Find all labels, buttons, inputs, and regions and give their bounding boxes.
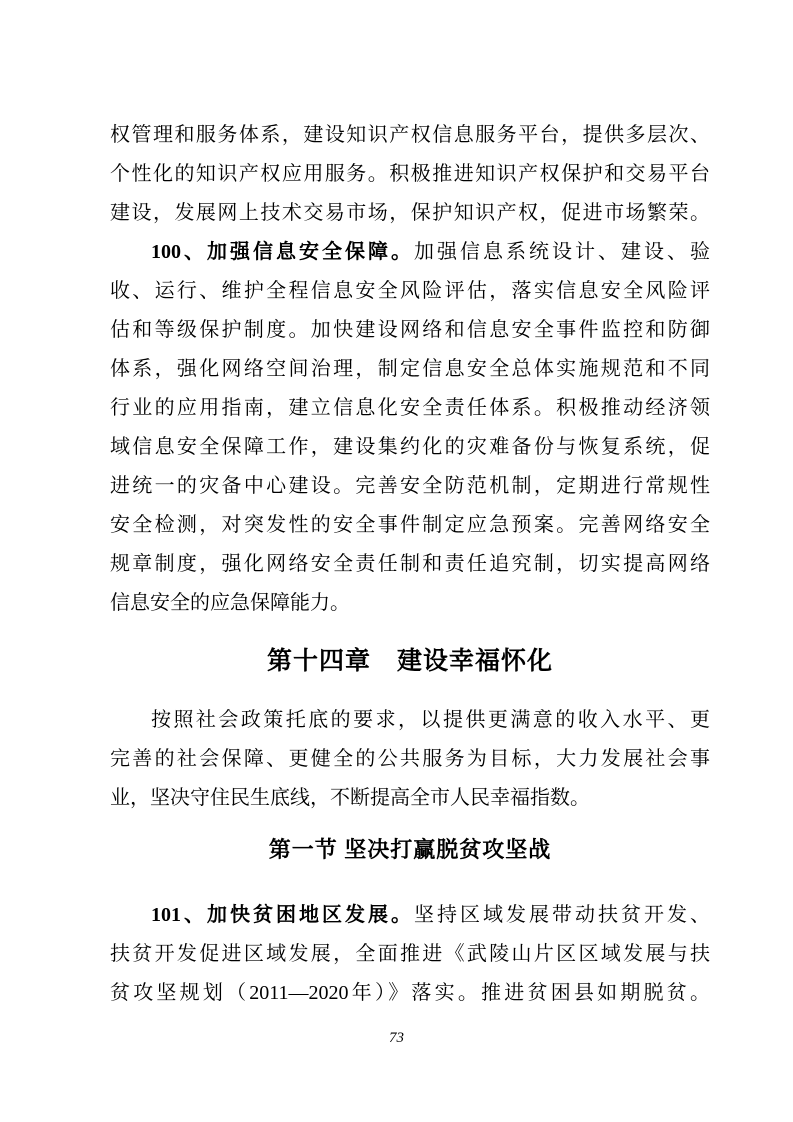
page-content (110, 116, 710, 1013)
item-100-lead: 100、加强信息安全保障。 (151, 241, 414, 263)
chapter-heading: 第十四章 建设幸福怀化 (266, 647, 553, 675)
text-line: 建设，发展网上技术交易市场，保护知识产权，促进市场繁荣。 (110, 202, 710, 224)
item-101-lead: 101、加快贫困地区发展。 (151, 904, 414, 926)
text-line: 信息安全的应急保障能力。 (110, 592, 350, 614)
paragraph-continuation (110, 116, 710, 233)
text-line: 扶贫开发促进区域发展，全面推进《武陵山片区区域发展与扶 (110, 943, 710, 965)
text-line: 体系，强化网络空间治理，制定信息安全总体实施规范和不同 (110, 358, 710, 380)
text-line: 收、运行、维护全程信息安全风险评估，落实信息安全风险评 (110, 280, 710, 302)
text-line: 业，坚决守住民生底线，不断提高全市人民幸福指数。 (110, 787, 590, 809)
section-heading: 第一节 坚决打赢脱贫攻坚战 (268, 837, 552, 862)
text-line: 权管理和服务体系，建设知识产权信息服务平台，提供多层次、 (110, 124, 710, 146)
paragraph-item-100 (110, 233, 710, 623)
text-line: 进统一的灾备中心建设。完善安全防范机制，定期进行常规性 (110, 475, 710, 497)
text-line: 安全检测，对突发性的安全事件制定应急预案。完善网络安全 (110, 514, 710, 536)
text-line: 估和等级保护制度。加快建设网络和信息安全事件监控和防御 (110, 319, 710, 341)
page-number: 73 (389, 1030, 404, 1046)
text-line: 完善的社会保障、更健全的公共服务为目标，大力发展社会事 (110, 748, 710, 770)
item-100-first-line-rest: 加强信息系统设计、建设、验 (414, 241, 710, 263)
text-line: 贫攻坚规划（2011—2020年）》落实。推进贫困县如期脱贫。 (110, 982, 710, 1004)
paragraph-item-101 (110, 896, 710, 1013)
text-line: 个性化的知识产权应用服务。积极推进知识产权保护和交易平台 (110, 163, 710, 185)
text-line (110, 233, 710, 272)
paragraph-intro (110, 701, 710, 818)
text-line (110, 896, 710, 935)
item-101-first-line-rest: 坚持区域发展带动扶贫开发、 (414, 904, 710, 926)
text-line: 行业的应用指南，建立信息化安全责任体系。积极推动经济领 (110, 397, 710, 419)
text-line: 域信息安全保障工作，建设集约化的灾难备份与恢复系统，促 (110, 436, 710, 458)
text-line: 按照社会政策托底的要求，以提供更满意的收入水平、更 (151, 709, 710, 731)
text-line: 规章制度，强化网络安全责任制和责任追究制，切实提高网络 (110, 553, 710, 575)
